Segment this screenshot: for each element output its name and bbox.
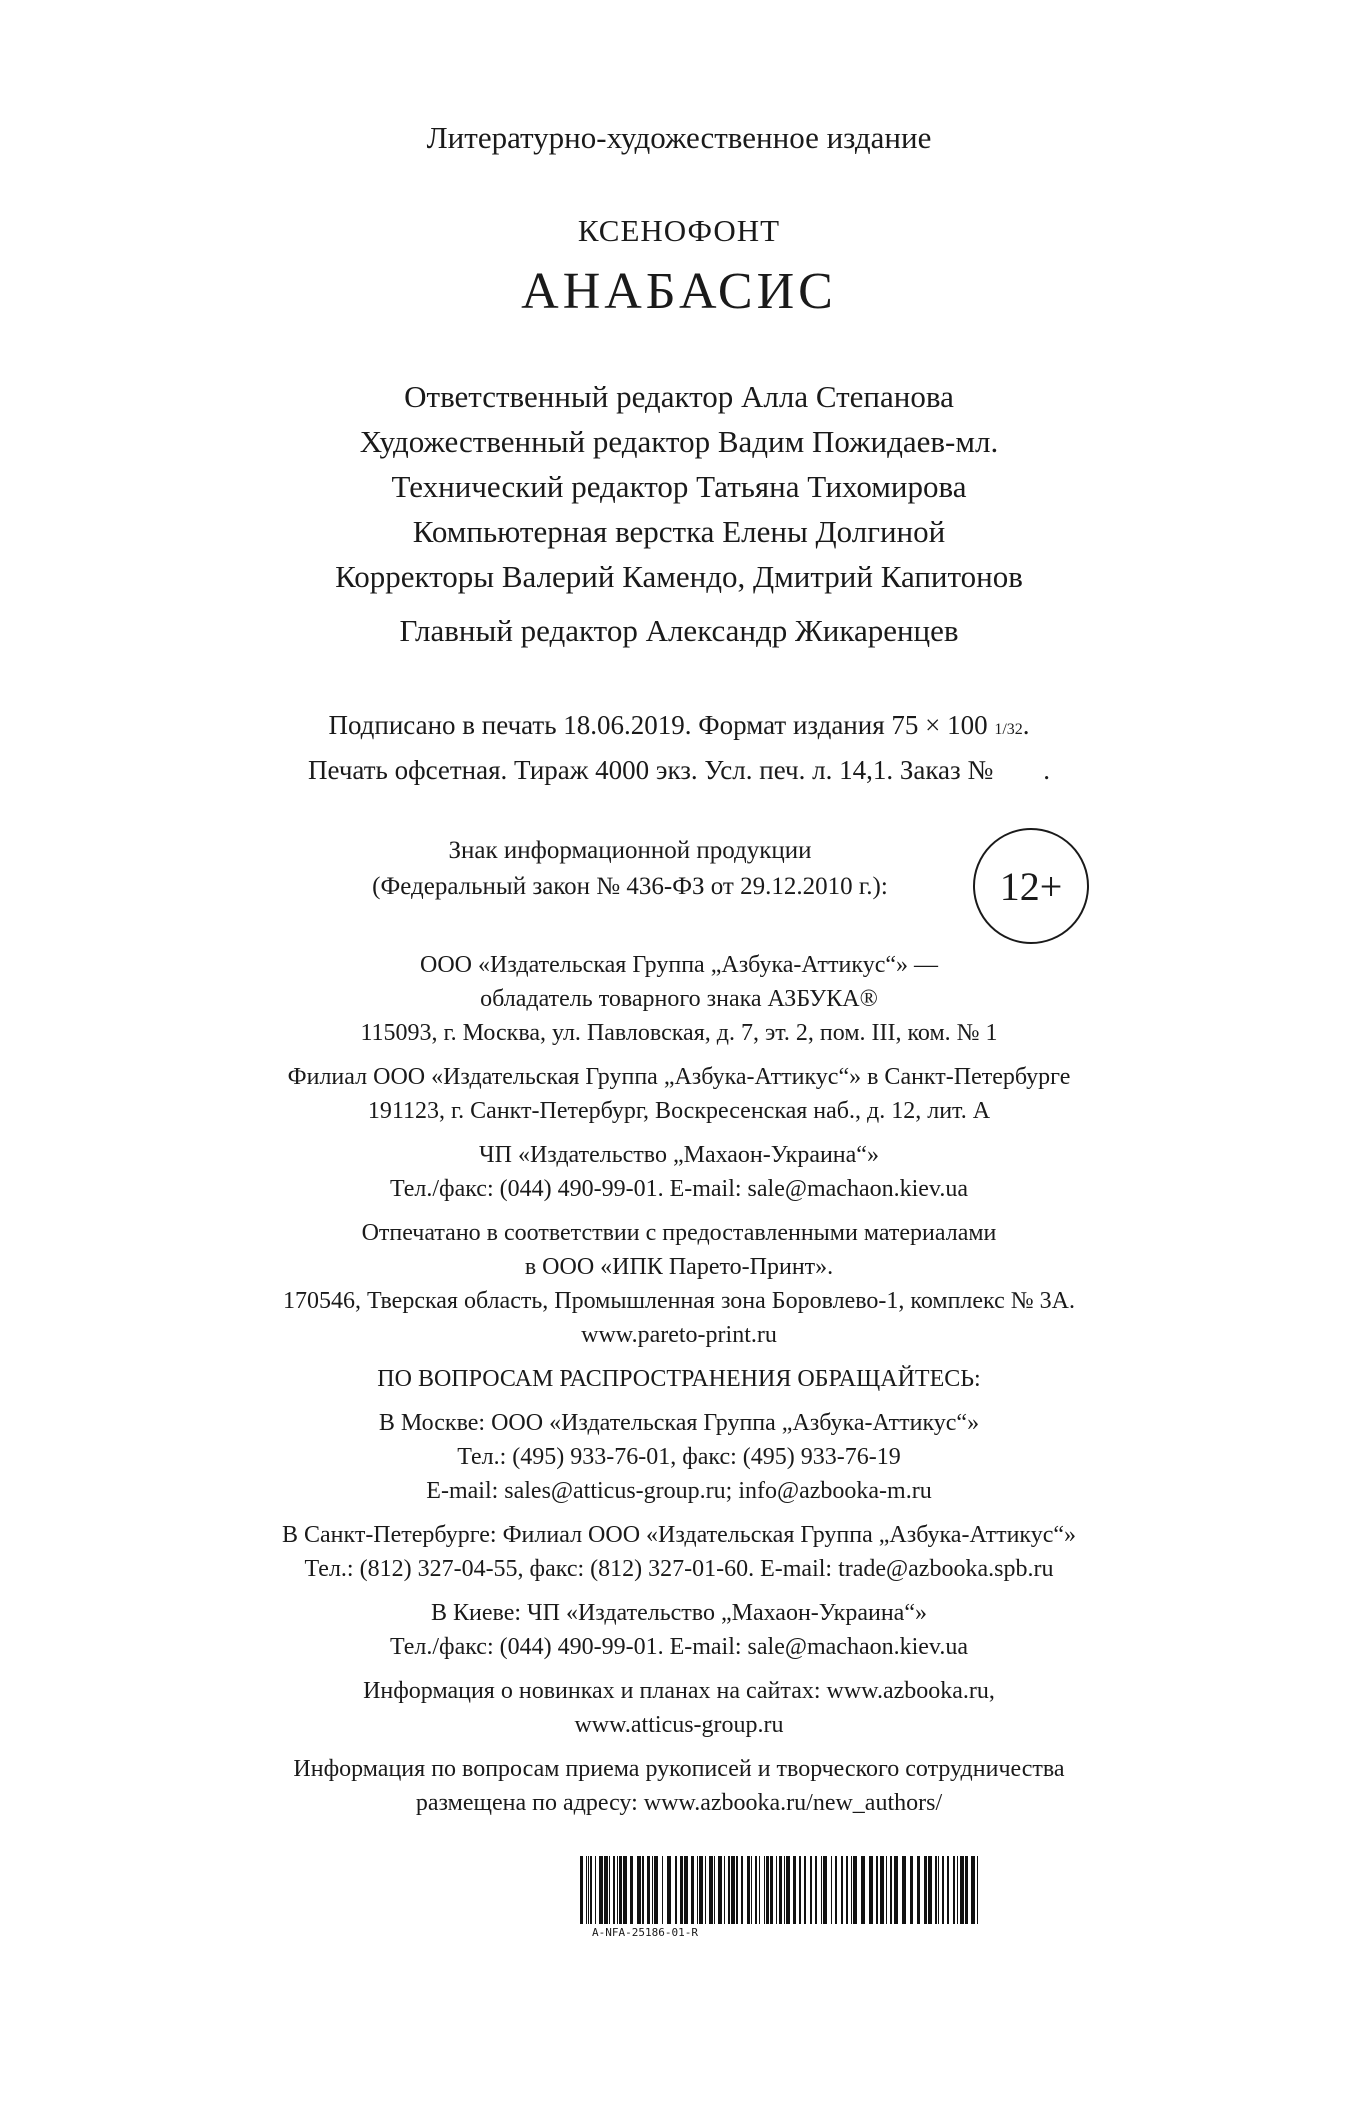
publisher-line: ООО «Издательская Группа „Азбука-Аттикус“» — (420, 952, 938, 978)
barcode-text: A-NFA-25186-01-R (592, 1926, 698, 1939)
publisher-line: Филиал ООО «Издательская Группа „Азбука-Аттикус“» в Санкт-Петербурге (287, 1064, 1071, 1090)
age-rating-badge: 12+ (973, 828, 1089, 944)
credit-line: Ответственный редактор Алла Степанова (404, 379, 954, 414)
info-sign-text: Знак информационной продукции (Федеральный закон № 436-ФЗ от 29.12.2010 г.): (372, 837, 888, 900)
chief-editor: Главный редактор Александр Жикаренцев (399, 613, 959, 648)
printing-line-1: Подписано в печать 18.06.2019. Формат издания 75 × 100 1/32. (328, 710, 1030, 740)
publisher-line: В Санкт-Петербурге: Филиал ООО «Издательская Группа „Азбука-Аттикус“» (281, 1522, 1077, 1548)
publisher-line: ЧП «Издательство „Махаон-Украина“» (479, 1142, 879, 1168)
publisher-line: Информация о новинках и планах на сайтах: www.azbooka.ru, (363, 1678, 995, 1704)
publisher-line: размещена по адресу: www.azbooka.ru/new_authors/ (415, 1790, 943, 1816)
publisher-info (0, 948, 1358, 1820)
format-fraction: 1/32 (994, 721, 1023, 738)
publisher-line: Тел./факс: (044) 490-99-01. E-mail: sale@machaon.kiev.ua (389, 1176, 969, 1202)
credit-line: Компьютерная верстка Елены Долгиной (412, 514, 946, 549)
credit-line: Художественный редактор Вадим Пожидаев-мл. (359, 424, 999, 459)
publisher-line: в ООО «ИПК Парето-Принт». (524, 1254, 834, 1280)
edition-type: Литературно-художественное издание (426, 120, 932, 155)
publisher-line: www.atticus-group.ru (574, 1712, 784, 1738)
publisher-line: Информация по вопросам приема рукописей и творческого сотрудничества (293, 1756, 1065, 1782)
printing-line-2: Печать офсетная. Тираж 4000 экз. Усл. печ. л. 14,1. Заказ № . (308, 755, 1050, 785)
publisher-line: В Москве: ООО «Издательская Группа „Азбука-Аттикус“» (378, 1410, 980, 1436)
credit-line: Корректоры Валерий Камендо, Дмитрий Капитонов (335, 559, 1023, 594)
publisher-line: Тел.: (495) 933-76-01, факс: (495) 933-76-19 (457, 1444, 901, 1470)
publisher-line: www.pareto-print.ru (581, 1322, 777, 1348)
publisher-line: E-mail: sales@atticus-group.ru; info@azbooka-m.ru (426, 1478, 932, 1504)
publisher-line: обладатель товарного знака АЗБУКА® (480, 986, 878, 1012)
publisher-line: 170546, Тверская область, Промышленная зона Боровлево-1, комплекс № 3А. (283, 1288, 1075, 1314)
book-title: АНАБАСИС (521, 263, 837, 320)
barcode (580, 1856, 1000, 1939)
publisher-line: ПО ВОПРОСАМ РАСПРОСТРАНЕНИЯ ОБРАЩАЙТЕСЬ: (377, 1366, 981, 1392)
printing-info (0, 705, 1358, 790)
credit-line: Технический редактор Татьяна Тихомирова (391, 469, 967, 504)
publisher-line: Отпечатано в соответствии с предоставленными материалами (361, 1220, 997, 1246)
publisher-line: В Киеве: ЧП «Издательство „Махаон-Украина“» (431, 1600, 927, 1626)
barcode-bars (580, 1856, 1000, 1924)
publisher-line: 191123, г. Санкт-Петербург, Воскресенская наб., д. 12, лит. А (367, 1098, 991, 1124)
author-name: КСЕНОФОНТ (577, 213, 781, 248)
publisher-line: 115093, г. Москва, ул. Павловская, д. 7, эт. 2, пом. III, ком. № 1 (360, 1020, 998, 1046)
publisher-line: Тел.: (812) 327-04-55, факс: (812) 327-01-60. E-mail: trade@azbooka.spb.ru (304, 1556, 1054, 1582)
publisher-line: Тел./факс: (044) 490-99-01. E-mail: sale@machaon.kiev.ua (389, 1634, 969, 1660)
credits-list (0, 374, 1358, 599)
